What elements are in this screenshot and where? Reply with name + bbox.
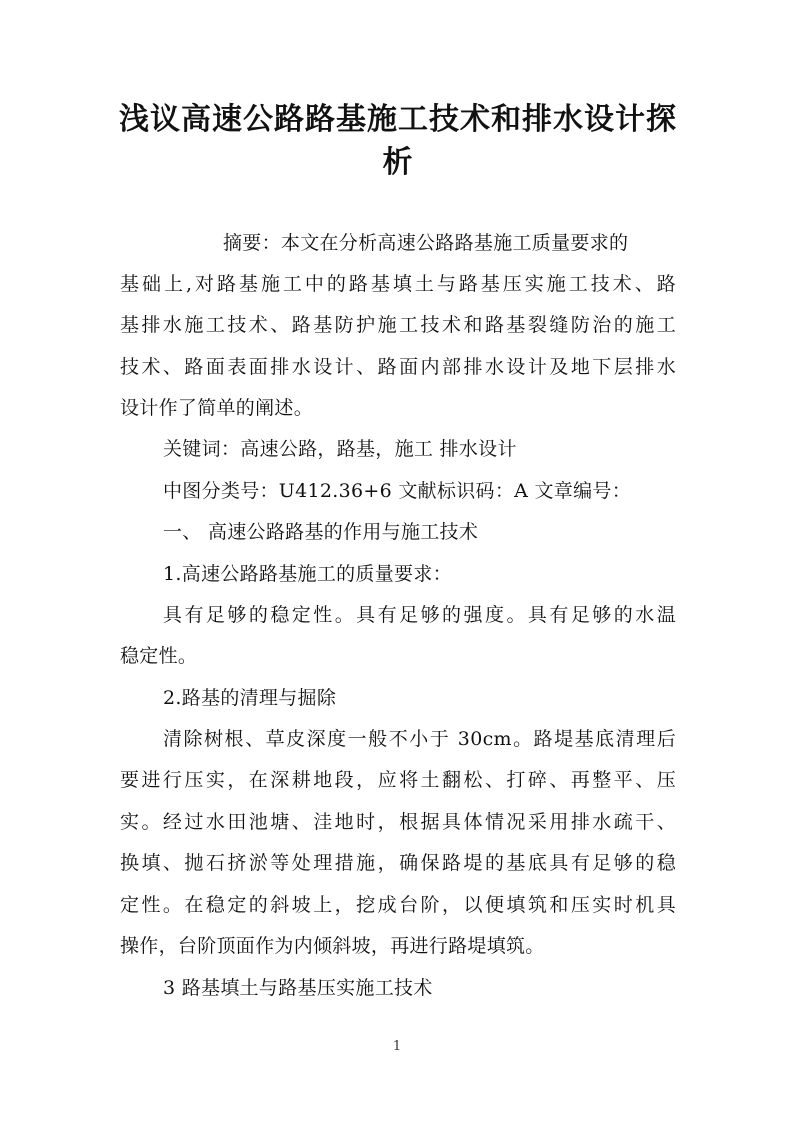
abstract-line: 基础上,对路基施工中的路基填土与路基压实施工技术、路 (120, 273, 676, 295)
abstract-line: 技术、路面表面排水设计、路面内部排水设计及地下层排水 (120, 356, 676, 378)
subsection-heading: 2.路基的清理与掘除 (163, 687, 337, 709)
paragraph-line: 实。经过水田池塘、洼地时，根据具体情况采用排水疏干、 (120, 811, 676, 833)
classification-line: 中图分类号：U412.36+6 文献标识码：A 文章编号： (163, 480, 632, 502)
abstract-line: 设计作了简单的阐述。 (120, 397, 314, 419)
paragraph-line: 稳定性。 (120, 645, 198, 667)
paragraph-line: 具有足够的稳定性。具有足够的强度。具有足够的水温 (163, 604, 676, 626)
section-heading: 一、 高速公路路基的作用与施工技术 (163, 521, 479, 543)
subsection-heading: 3 路基填土与路基压实施工技术 (163, 977, 433, 999)
paragraph-line: 操作，台阶顶面作为内倾斜坡，再进行路堤填筑。 (120, 935, 545, 957)
keywords-line: 关键词：高速公路，路基，施工 排水设计 (163, 438, 517, 460)
paragraph-line: 换填、抛石挤淤等处理措施，确保路堤的基底具有足够的稳 (120, 852, 676, 874)
abstract-line: 摘要：本文在分析高速公路路基施工质量要求的 (223, 232, 629, 254)
paragraph-line: 要进行压实，在深耕地段，应将土翻松、打碎、再整平、压 (120, 769, 676, 791)
abstract-line: 基排水施工技术、路基防护施工技术和路基裂缝防治的施工 (120, 314, 676, 336)
page-number: 1 (392, 1039, 402, 1054)
subsection-heading: 1.高速公路路基施工的质量要求： (163, 563, 452, 585)
document-title: 浅议高速公路路基施工技术和排水设计探 (119, 102, 677, 137)
paragraph-line: 定性。在稳定的斜坡上，挖成台阶，以便填筑和压实时机具 (120, 894, 676, 916)
paragraph-line: 清除树根、草皮深度一般不小于 30cm。路堤基底清理后 (163, 728, 676, 750)
document-title-continuation: 析 (382, 145, 414, 180)
